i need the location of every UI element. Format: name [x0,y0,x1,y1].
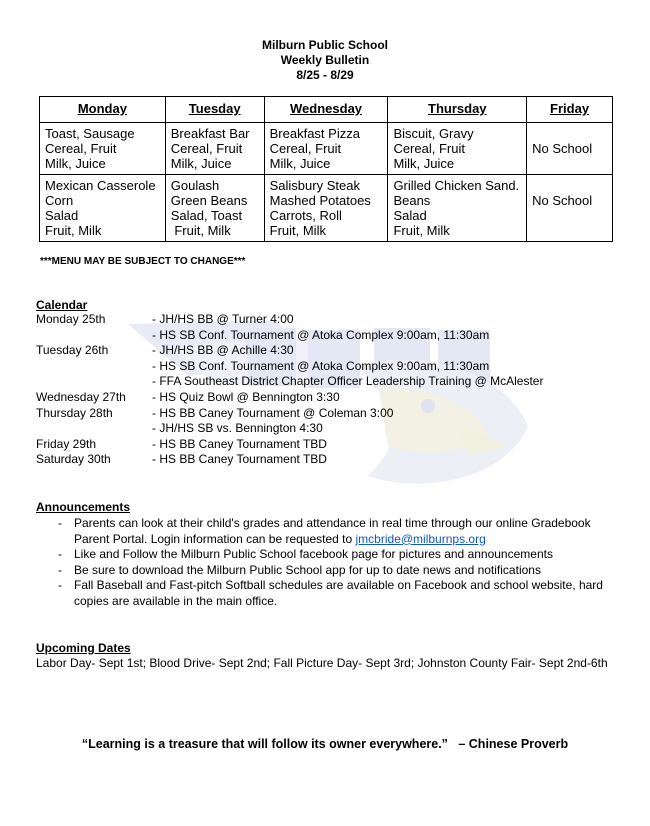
calendar-row [36,421,543,437]
bulletin-dates: 8/25 - 8/29 [296,68,354,82]
calendar-row [36,328,543,344]
menu-item: Fruit, Milk [170,223,231,238]
announcement-item [36,578,626,609]
closing-quote [0,737,650,751]
menu-item: Goulash [170,178,220,193]
calendar-day: Saturday 30th [36,452,111,467]
calendar-section [36,298,543,468]
announcement-item [36,563,626,579]
day-header-tuesday: Tuesday [165,97,264,123]
calendar-event: - HS SB Conf. Tournament @ Atoka Complex 9:00am, 11:30am [152,327,490,342]
bullet-dash: - [58,547,62,562]
calendar-row [36,452,543,468]
menu-item: Corn [45,193,74,208]
bulletin-header [0,38,650,83]
menu-item: Milk, Juice [393,156,455,171]
day-header-wednesday: Wednesday [264,97,388,123]
menu-item: Milk, Juice [45,156,106,171]
menu-item: Milk, Juice [269,156,331,171]
menu-item: Green Beans [170,193,248,208]
lunch-cell-friday [527,175,613,242]
calendar-event: - JH/HS SB vs. Bennington 4:30 [152,421,323,436]
calendar-day [36,359,152,375]
announcement-text: Parents can look at their child's grades and attendance in real time through our online Gradebook Parent Portal. Login information can be requested to [74,516,591,546]
menu-item: Cereal, Fruit [269,141,342,156]
menu-item: Salisbury Steak [269,178,360,193]
calendar-event: - HS BB Caney Tournament TBD [152,436,327,451]
calendar-row [36,406,543,422]
calendar-event: - JH/HS BB @ Achille 4:30 [152,343,294,358]
breakfast-cell-friday [527,123,613,175]
bullet-dash: - [58,562,62,577]
calendar-day [36,328,152,344]
weekly-menu-table [39,96,613,242]
email-link[interactable]: jmcbride@milburnps.org [355,531,486,546]
calendar-row [36,390,543,406]
announcement-text: Be sure to download the Milburn Public School app for up to date news and notifications [74,562,541,577]
day-header-monday: Monday [40,97,166,123]
calendar-day: Tuesday 26th [36,343,109,358]
lunch-cell-wednesday [264,175,388,242]
menu-item: Grilled Chicken Sand. [393,178,520,193]
menu-disclaimer: ***MENU MAY BE SUBJECT TO CHANGE*** [40,256,246,267]
announcements-list [36,516,626,610]
calendar-row [36,374,543,390]
breakfast-cell-tuesday [165,123,264,175]
menu-item: Salad [45,208,79,223]
quote-source: – Chinese Proverb [458,737,569,751]
lunch-cell-monday [40,175,166,242]
lunch-cell-thursday [388,175,527,242]
calendar-day: Monday 25th [36,312,106,326]
quote-text: “Learning is a treasure that will follow its owner everywhere.” [81,737,448,751]
calendar-day [36,421,152,437]
bulletin-title: Weekly Bulletin [280,53,370,67]
menu-item: Carrots, Roll [269,208,342,223]
breakfast-cell-wednesday [264,123,388,175]
upcoming-dates-line: Labor Day- Sept 1st; Blood Drive- Sept 2nd; Fall Picture Day- Sept 3rd; Johnston County Fair- Sept 2nd-6th [36,656,608,670]
calendar-event: - HS BB Caney Tournament TBD [152,452,327,467]
calendar-row [36,312,543,328]
menu-item: Mashed Potatoes [269,193,371,208]
announcement-item [36,516,626,547]
calendar-event: - FFA Southeast District Chapter Officer Leadership Training @ McAlester [152,374,544,389]
calendar-row [36,343,543,359]
announcements-title: Announcements [36,500,131,514]
menu-item: Toast, Sausage [45,126,135,141]
lunch-cell-tuesday [165,175,264,242]
calendar-day: Wednesday 27th [36,389,126,404]
menu-header-row [40,97,613,123]
announcement-text: Like and Follow the Milburn Public School facebook page for pictures and announcements [74,547,553,562]
calendar-day: Thursday 28th [36,405,113,420]
bullet-dash: - [58,516,62,530]
announcements-section [36,500,626,610]
calendar-title: Calendar [36,298,88,312]
menu-item: Cereal, Fruit [393,141,465,156]
menu-item: Cereal, Fruit [170,141,243,156]
menu-item: Breakfast Pizza [269,126,360,141]
calendar-event: - HS Quiz Bowl @ Bennington 3:30 [152,389,340,404]
calendar-day [36,374,152,390]
menu-item: Fruit, Milk [393,223,450,238]
school-name: Milburn Public School [262,38,388,52]
menu-item: Beans [393,193,431,208]
upcoming-dates-title: Upcoming Dates [36,641,131,655]
menu-item: Cereal, Fruit [45,141,117,156]
announcement-item [36,547,626,563]
menu-item: Salad [393,208,427,223]
calendar-event: - HS BB Caney Tournament @ Coleman 3:00 [152,405,394,420]
menu-item: No School [532,193,593,208]
bullet-dash: - [58,578,62,593]
menu-item: No School [532,141,593,156]
lunch-row [40,175,613,242]
menu-item: Breakfast Bar [170,126,250,141]
day-header-thursday: Thursday [388,97,527,123]
calendar-row [36,437,543,453]
menu-item: Mexican Casserole [45,178,156,193]
menu-item: Biscuit, Gravy [393,126,474,141]
calendar-row [36,359,543,375]
menu-item: Fruit, Milk [269,223,326,238]
calendar-event: - JH/HS BB @ Turner 4:00 [152,312,294,326]
calendar-event: - HS SB Conf. Tournament @ Atoka Complex 9:00am, 11:30am [152,358,490,373]
breakfast-row [40,123,613,175]
breakfast-cell-thursday [388,123,527,175]
announcement-text: Fall Baseball and Fast-pitch Softball schedules are available on Facebook and school website, hard copies are available in the main office. [74,578,603,608]
upcoming-dates-section [36,641,636,670]
day-header-friday: Friday [527,97,613,123]
calendar-day: Friday 29th [36,436,97,451]
breakfast-cell-monday [40,123,166,175]
menu-item: Fruit, Milk [45,223,102,238]
menu-item: Salad, Toast [170,208,243,223]
menu-item: Milk, Juice [170,156,232,171]
